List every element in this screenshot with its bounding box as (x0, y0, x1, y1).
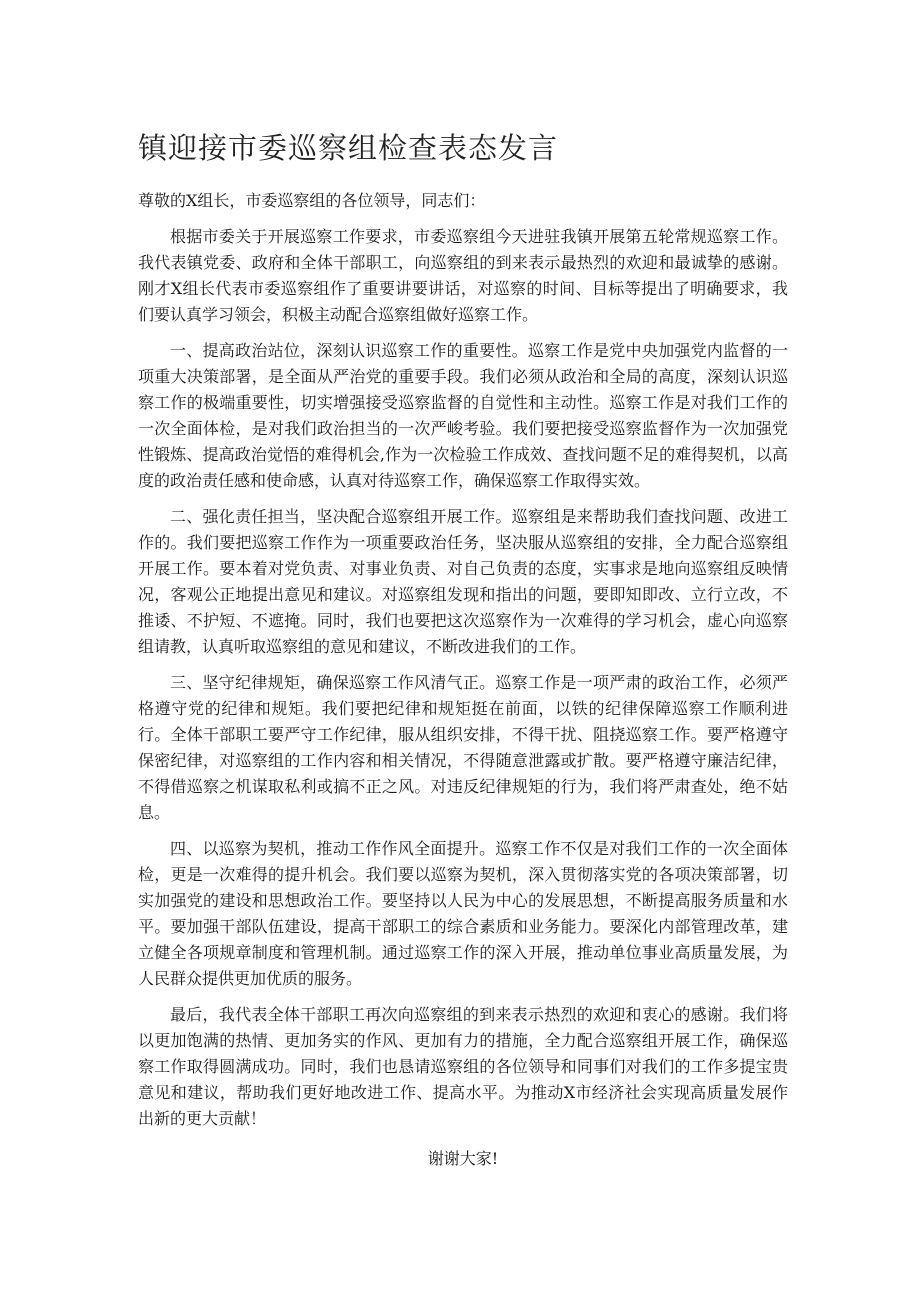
document-title: 镇迎接市委巡察组检查表态发言 (138, 131, 559, 165)
paragraph-point-4: 四、以巡察为契机，推动工作作风全面提升。巡察工作不仅是对我们工作的一次全面体检，更是一次难得的提升机会。我们要以巡察为契机，深入贯彻落实党的各项决策部署，切实加强党的建设和思想政治工作。要坚持以人民为中心的发展思想，不断提高服务质量和水平。要加强干部队伍建设，提高干部职工的综合素质和业务能力。要深化内部管理改革，建立健全各项规章制度和管理机制。通过巡察工作的深入开展，推动单位事业高质量发展，为人民群众提供更加优质的服务。 (138, 839, 788, 988)
paragraph-point-2: 二、强化责任担当，坚决配合巡察组开展工作。巡察组是来帮助我们查找问题、改进工作的。我们要把巡察工作作为一项重要政治任务，坚决服从巡察组的安排，全力配合巡察组开展工作。要本着对党负责、对事业负责、对自己负责的态度，实事求是地向巡察组反映情况，客观公正地提出意见和建议。对巡察组发现和指出的问题，要即知即改、立行立改，不推诿、不护短、不遮掩。同时，我们也要把这次巡察作为一次难得的学习机会，虚心向巡察组请教，认真听取巡察组的意见和建议，不断改进我们的工作。 (138, 507, 788, 656)
paragraph-intro: 根据市委关于开展巡察工作要求，市委巡察组今天进驻我镇开展第五轮常规巡察工作。我代表镇党委、政府和全体干部职工，向巡察组的到来表示最热烈的欢迎和最诚挚的感谢。刚才X组长代表市委巡察组作了重要讲要讲话，对巡察的时间、目标等提出了明确要求，我们要认真学习领会，积极主动配合巡察组做好巡察工作。 (138, 227, 788, 324)
salutation: 尊敬的X组长，市委巡察组的各位领导，同志们： (138, 191, 486, 210)
document-page (138, 128, 788, 1172)
paragraph-point-1: 一、提高政治站位，深刻认识巡察工作的重要性。巡察工作是党中央加强党内监督的一项重大决策部署，是全面从严治党的重要手段。我们必须从政治和全局的高度，深刻认识巡察工作的极端重要性，切实增强接受巡察监督的自觉性和主动性。巡察工作是对我们工作的一次全面体检，是对我们政治担当的一次严峻考验。我们要把接受巡察监督作为一次加强党性锻炼、提高政治觉悟的难得机会,作为一次检验工作成效、查找问题不足的难得契机，以高度的政治责任感和使命感，认真对待巡察工作，确保巡察工作取得实效。 (138, 341, 788, 490)
paragraph-conclusion: 最后，我代表全体干部职工再次向巡察组的到来表示热烈的欢迎和衷心的感谢。我们将以更加饱满的热情、更加务实的作风、更加有力的措施，全力配合巡察组开展工作，确保巡察工作取得圆满成功。同时，我们也恳请巡察组的各位领导和同事们对我们的工作多提宝贵意见和建议，帮助我们更好地改进工作、提高水平。为推动X市经济社会实现高质量发展作出新的更大贡献！ (138, 1005, 788, 1128)
paragraph-point-3: 三、坚守纪律规矩，确保巡察工作风清气正。巡察工作是一项严肃的政治工作，必须严格遵守党的纪律和规矩。我们要把纪律和规矩挺在前面，以铁的纪律保障巡察工作顺利进行。全体干部职工要严守工作纪律，服从组织安排，不得干扰、阻挠巡察工作。要严格遵守保密纪律，对巡察组的工作内容和相关情况，不得随意泄露或扩散。要严格遵守廉洁纪律，不得借巡察之机谋取私利或搞不正之风。对违反纪律规矩的行为，我们将严肃查处，绝不姑息。 (138, 673, 788, 822)
closing-thanks: 谢谢大家! (427, 1149, 499, 1168)
